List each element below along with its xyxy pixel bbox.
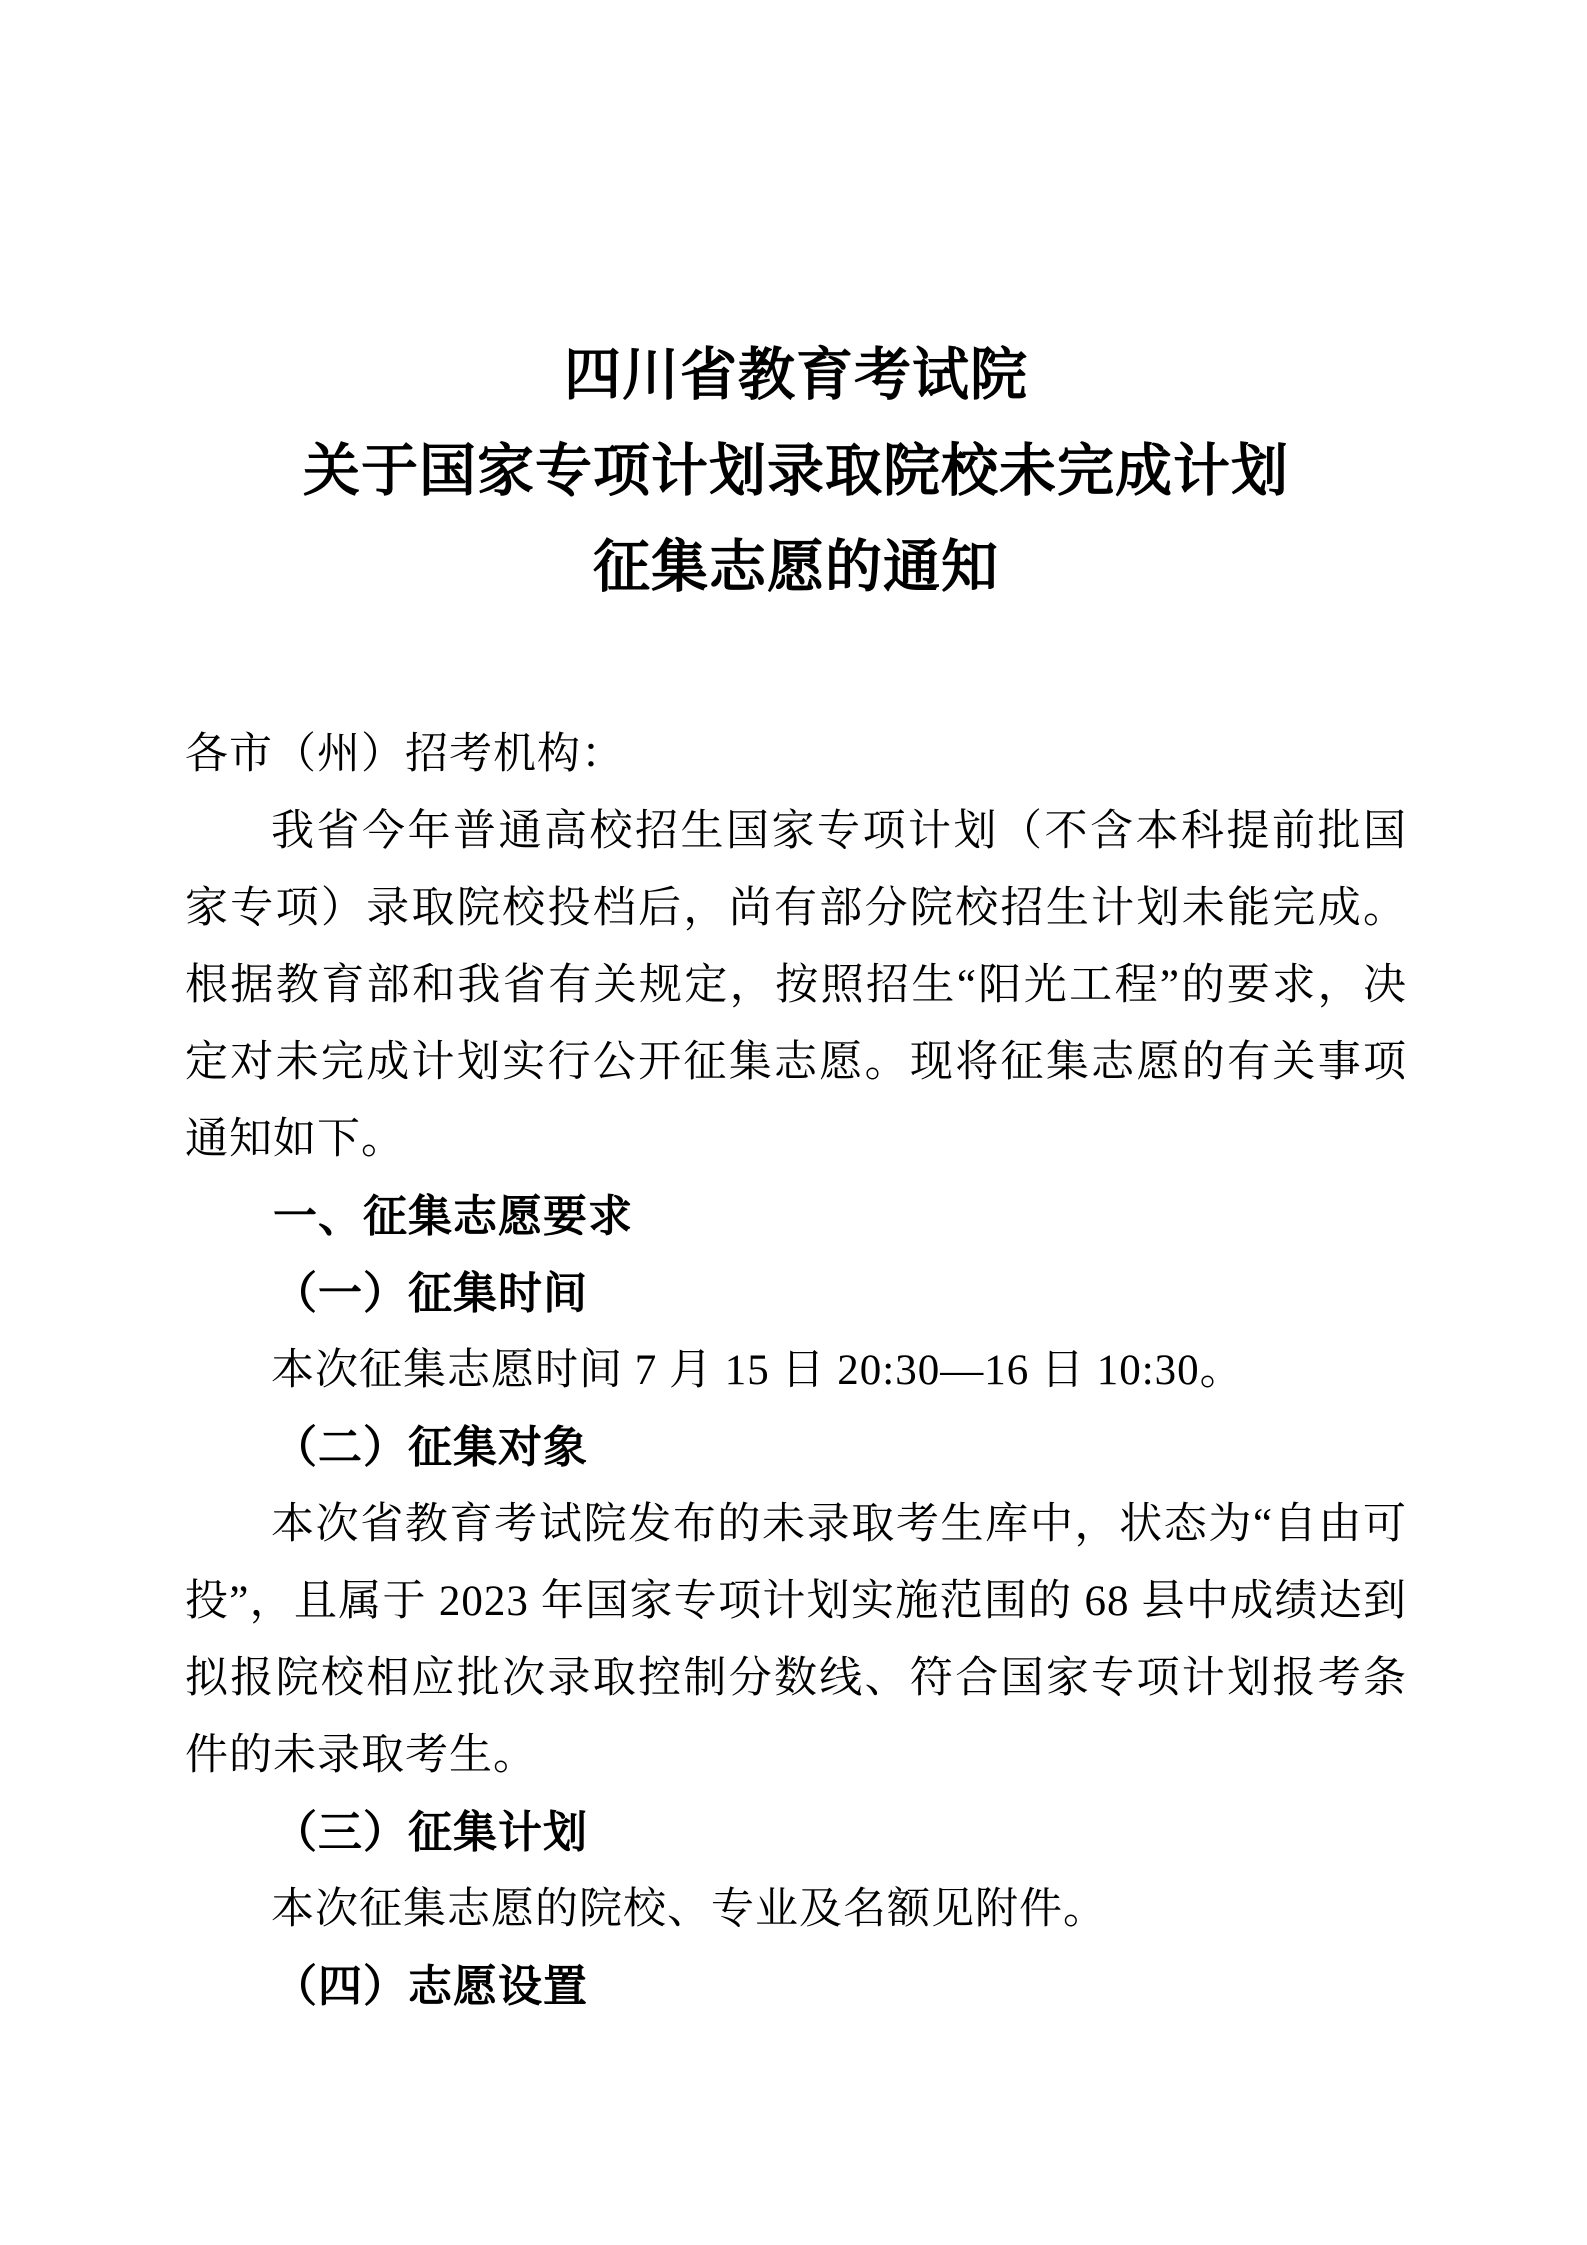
- section-1-heading: 一、征集志愿要求: [273, 1192, 633, 1241]
- title-line-2: 关于国家专项计划录取院校未完成计划: [303, 440, 1289, 503]
- document-content: [185, 328, 1407, 2025]
- subsection-3-heading: （三）征集计划: [273, 1808, 588, 1857]
- title-line-3: 征集志愿的通知: [593, 536, 999, 599]
- document-title: [185, 328, 1407, 616]
- subsection-2-heading: （二）征集对象: [273, 1423, 588, 1472]
- salutation: 各市（州）招考机构：: [185, 731, 625, 778]
- subsection-1-heading: （一）征集时间: [273, 1269, 588, 1318]
- subsection-2-text: 本次省教育考试院发布的未录取考生库中，状态为“自由可投”，且属于 2023 年国家专项计划实施范围的 68 县中成绩达到拟报院校相应批次录取控制分数线、符合国家专项计划报考条件的未录取考生。: [185, 1501, 1407, 1779]
- subsection-4-heading: （四）志愿设置: [273, 1962, 588, 2011]
- subsection-1-text: 本次征集志愿时间 7 月 15 日 20:30—16 日 10:30。: [271, 1347, 1244, 1394]
- subsection-3-text: 本次征集志愿的院校、专业及名额见附件。: [271, 1886, 1107, 1933]
- title-line-1: 四川省教育考试院: [564, 344, 1028, 407]
- document-body: [185, 716, 1407, 2025]
- intro-paragraph: 我省今年普通高校招生国家专项计划（不含本科提前批国家专项）录取院校投档后，尚有部分院校招生计划未能完成。根据教育部和我省有关规定，按照招生“阳光工程”的要求，决定对未完成计划实行公开征集志愿。现将征集志愿的有关事项通知如下。: [185, 808, 1407, 1163]
